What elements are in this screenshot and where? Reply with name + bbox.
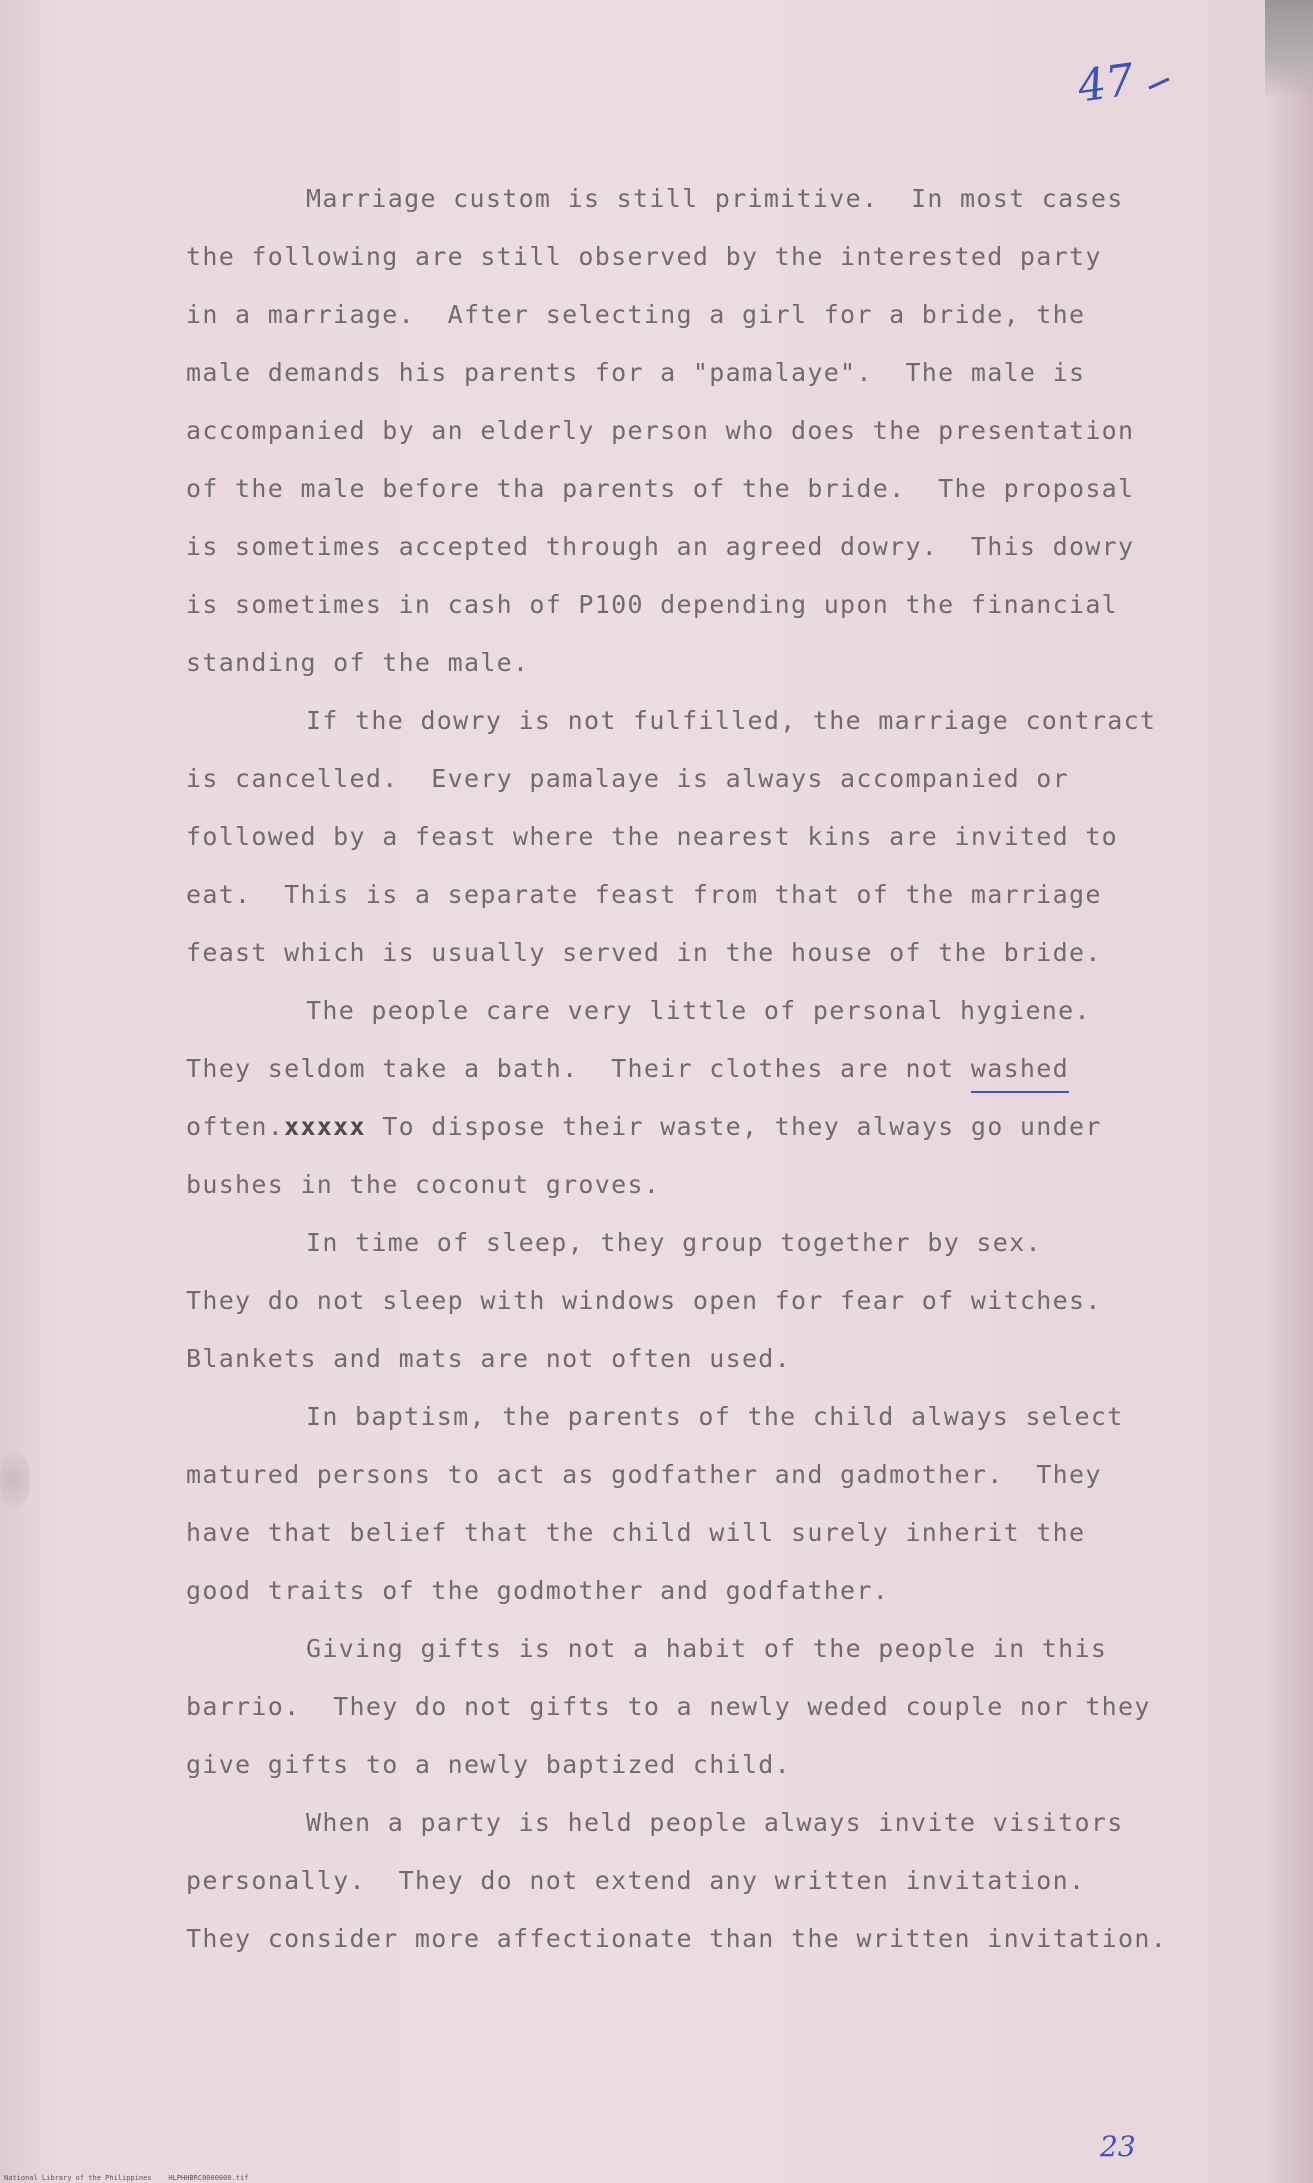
paragraph-dowry [186,692,1226,982]
text-line: bushes in the coconut groves. [186,1170,661,1199]
text-line: have that belief that the child will surely inherit the [186,1518,1086,1547]
text-line: Blankets and mats are not often used. [186,1344,791,1373]
text-line: Giving gifts is not a habit of the people in this [306,1634,1108,1663]
paragraph-gifts [186,1620,1226,1794]
text-line: good traits of the godmother and godfather. [186,1576,890,1605]
text-line: standing of the male. [186,648,530,677]
text-line: They do not sleep with windows open for fear of witches. [186,1286,1102,1315]
text-line: of the male before tha parents of the bride. The proposal [186,474,1135,503]
text-line: barrio. They do not gifts to a newly weded couple nor they [186,1692,1151,1721]
paragraph-baptism [186,1388,1226,1620]
text-line: When a party is held people always invite visitors [306,1808,1124,1837]
text-line: In time of sleep, they group together by sex. [306,1228,1042,1257]
paragraph-sleep [186,1214,1226,1388]
text-line: in a marriage. After selecting a girl for a bride, the [186,300,1086,329]
text-line: is sometimes in cash of P100 depending upon the financial [186,590,1119,619]
paragraph-party [186,1794,1226,1968]
paper-stain [0,1450,30,1510]
text-line: If the dowry is not fulfilled, the marriage contract [306,706,1157,735]
text-line: is sometimes accepted through an agreed dowry. This dowry [186,532,1135,561]
text-line: male demands his parents for a "pamalaye". The male is [186,358,1086,387]
text-line: personally. They do not extend any written invitation. [186,1866,1086,1895]
page-edge-shadow [1265,0,1313,100]
text-line: accompanied by an elderly person who does the presentation [186,416,1135,445]
text-line: the following are still observed by the interested party [186,242,1102,271]
scan-footer-label: National Library of the Philippines HLPHHBRC0000000.tif [4,2174,249,2182]
text-line: Marriage custom is still primitive. In most cases [306,184,1124,213]
text-line: The people care very little of personal hygiene. [306,996,1091,1025]
underlined-word: washed [970,1054,1069,1083]
text-line: feast which is usually served in the house of the bride. [186,938,1102,967]
text-line: give gifts to a newly baptized child. [186,1750,791,1779]
text-fragment: To dispose their waste, they always go under [365,1112,1102,1141]
text-line: They seldom take a bath. Their clothes are not washed [186,1054,1069,1083]
paragraph-marriage-custom [186,170,1226,692]
text-line: They consider more affectionate than the written invitation. [186,1924,1168,1953]
handwritten-page-number: 47 [1074,54,1138,113]
text-fragment: often. [186,1112,285,1141]
typed-body-text [186,170,1226,1968]
text-line: In baptism, the parents of the child always select [306,1402,1124,1431]
text-line: matured persons to act as godfather and gadmother. They [186,1460,1102,1489]
text-line: eat. This is a separate feast from that of the marriage [186,880,1102,909]
struck-out-characters: xxxxx [284,1112,366,1141]
text-line: is cancelled. Every pamalaye is always accompanied or [186,764,1069,793]
paragraph-hygiene [186,982,1226,1214]
handwritten-bottom-number: 23 [1100,2130,1136,2163]
handwritten-dash [1148,77,1169,89]
text-line [186,1098,1226,1156]
text-line: followed by a feast where the nearest kins are invited to [186,822,1119,851]
